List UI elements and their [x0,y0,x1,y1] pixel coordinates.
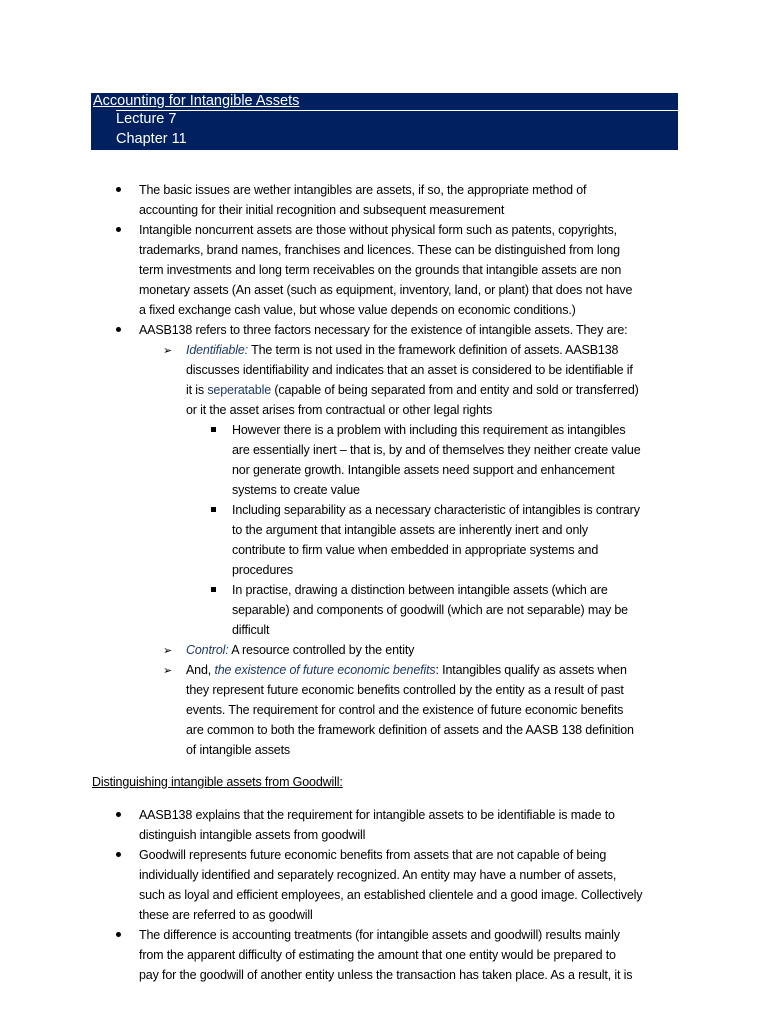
paragraph-line: AASB138 explains that the requirement for intangible assets to be identifiable is made to [139,808,615,822]
paragraph-line: In practise, drawing a distinction between intangible assets (which are [232,583,608,597]
paragraph-line: The difference is accounting treatments (for intangible assets and goodwill) results mainly [139,928,620,942]
paragraph-line [186,660,627,680]
paragraph-line: they represent future economic benefits controlled by the entity as a result of past [186,683,624,697]
paragraph-line: events. The requirement for control and the existence of future economic benefits [186,703,624,717]
paragraph-line: Goodwill represents future economic benefits from assets that are not capable of being [139,848,607,862]
term-future-benefits: the existence of future economic benefits [214,663,436,677]
paragraph-line: these are referred to as goodwill [139,908,313,922]
paragraph-line [186,380,639,400]
paragraph-line: systems to create value [232,483,360,497]
term-identifiable: Identifiable: [186,343,248,357]
paragraph-line: The basic issues are wether intangibles are assets, if so, the appropriate method of [139,183,587,197]
arrow-bullet-icon: ➢ [163,644,173,657]
term-control: Control: [186,643,229,657]
paragraph-line: of intangible assets [186,743,291,757]
bullet-icon [116,187,121,192]
paragraph-line: procedures [232,563,294,577]
paragraph-line: accounting for their initial recognition and subsequent measurement [139,203,505,217]
paragraph-line: distinguish intangible assets from goodwill [139,828,366,842]
bullet-icon [116,812,121,817]
text-run: it is [186,383,208,397]
paragraph-line: difficult [232,623,270,637]
paragraph-line: or it the asset arises from contractual or other legal rights [186,403,493,417]
bullet-icon [116,852,121,857]
paragraph-line: term investments and long term receivables on the grounds that intangible assets are non [139,263,622,277]
document-title: Accounting for Intangible Assets [93,93,300,109]
lecture-label: Lecture 7 [116,111,177,127]
text-run: And, [186,663,215,677]
square-bullet-icon [211,507,216,512]
section-heading: Distinguishing intangible assets from Goodwill: [92,775,343,789]
paragraph-line: contribute to firm value when embedded in appropriate systems and [232,543,599,557]
term-text: The term is not used in the framework definition of assets. AASB138 [248,343,619,357]
paragraph-line: However there is a problem with including this requirement as intangibles [232,423,626,437]
paragraph-line: from the apparent difficulty of estimating the amount that one entity would be prepared to [139,948,616,962]
square-bullet-icon [211,427,216,432]
banner-divider [116,110,678,111]
paragraph-line: pay for the goodwill of another entity unless the transaction has taken place. As a result, it is [139,968,633,982]
title-banner [91,93,678,150]
square-bullet-icon [211,587,216,592]
chapter-label: Chapter 11 [116,131,187,147]
paragraph-line [186,640,414,660]
paragraph-line: are essentially inert – that is, by and of themselves they neither create value [232,443,641,457]
bullet-icon [116,327,121,332]
paragraph-line: are common to both the framework definition of assets and the AASB 138 definition [186,723,634,737]
paragraph-line: separable) and components of goodwill (which are not separable) may be [232,603,628,617]
paragraph-line: trademarks, brand names, franchises and licences. These can be distinguished from long [139,243,620,257]
arrow-bullet-icon: ➢ [163,344,173,357]
paragraph-line: individually identified and separately recognized. An entity may have a number of assets, [139,868,617,882]
arrow-bullet-icon: ➢ [163,664,173,677]
paragraph-line: nor generate growth. Intangible assets need support and enhancement [232,463,615,477]
text-run: : Intangibles qualify as assets when [435,663,627,677]
paragraph-line: Intangible noncurrent assets are those without physical form such as patents, copyrights, [139,223,617,237]
text-run: A resource controlled by the entity [228,643,415,657]
paragraph-line: monetary assets (An asset (such as equipment, inventory, land, or plant) that does not have [139,283,633,297]
bullet-icon [116,227,121,232]
paragraph-line: AASB138 refers to three factors necessary for the existence of intangible assets. They are: [139,323,628,337]
term-seperatable: seperatable [207,383,272,397]
text-run: (capable of being separated from and entity and sold or transferred) [271,383,639,397]
paragraph-line: a fixed exchange cash value, but whose value depends on economic conditions.) [139,303,576,317]
paragraph-line: discusses identifiability and indicates that an asset is considered to be identifiable if [186,363,633,377]
paragraph-line: to the argument that intangible assets are inherently inert and only [232,523,588,537]
paragraph-line: such as loyal and efficient employees, an established clientele and a good image. Collectively [139,888,643,902]
paragraph-line: Including separability as a necessary characteristic of intangibles is contrary [232,503,640,517]
bullet-icon [116,932,121,937]
paragraph-line [186,340,618,360]
